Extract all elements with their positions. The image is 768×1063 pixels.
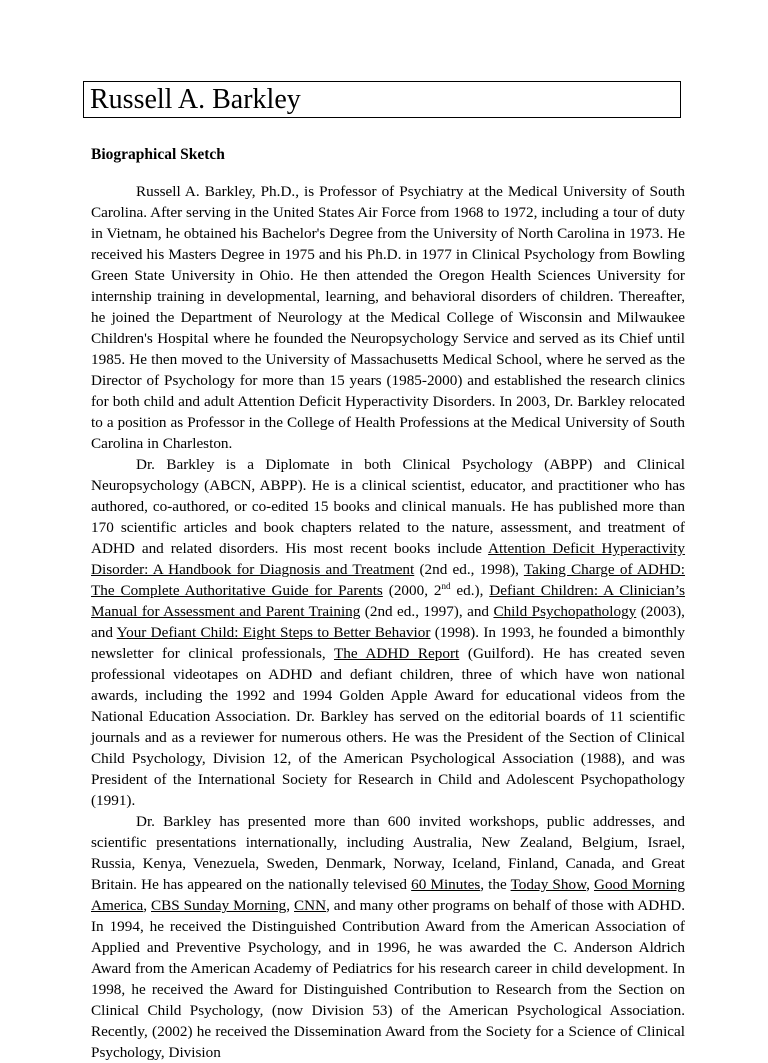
program-title: Today Show [510,876,587,893]
text-run: ed.), [450,582,490,599]
text-run: , the [480,876,511,893]
text-run: , [143,897,151,914]
text-run: , [586,876,594,893]
book-title: Taking Charge of ADHD: The Complete Authoritative Guide for Parents [91,561,685,599]
text-run: (1998). In 1993, he founded a bimonthly newsletter for clinical professionals, [91,624,685,662]
program-title: 60 Minutes [411,876,481,893]
text-run: , and many other programs on behalf of those with ADHD. In 1994, he received the Distinguished Contribution Award from the American Association of Applied and Preventive Psychology, and in 1996, he was awarded the C. Anderson Aldrich Award from the American Academy of Pediatrics for his research career in child development. In 1998, he received the Award for Distinguished Contribution to Research from the Section on Clinical Child Psychology, (now Division 53) of the American Psychological Association. Recently, (2002) he received the Dissemination Award from the Society for a Science of Clinical Psychology, Division [91,897,685,1061]
book-title: Your Defiant Child: Eight Steps to Better Behavior [116,624,431,641]
book-title: Child Psychopathology [493,603,637,620]
text-run: (2nd ed., 1997), and [360,603,494,620]
paragraph-1: Russell A. Barkley, Ph.D., is Professor of Psychiatry at the Medical University of South Carolina. After serving in the United States Air Force from 1968 to 1972, including a tour of duty in Vietnam, he obtained his Bachelor's Degree from the University of North Carolina in 1973. He received his Masters Degree in 1975 and his Ph.D. in 1977 in Clinical Psychology from Bowling Green State University in Ohio. He then attended the Oregon Health Sciences University for internship training in developmental, learning, and behavioral disorders of children. Thereafter, he joined the Department of Neurology at the Medical College of Wisconsin and Milwaukee Children's Hospital where he founded the Neuropsychology Service and served as its Chief until 1985. He then moved to the University of Massachusetts Medical School, where he served as the Director of Psychology for more than 15 years (1985-2000) and established the research clinics for both child and adult Attention Deficit Hyperactivity Disorders. In 2003, Dr. Barkley relocated to a position as Professor in the College of Health Professions at the Medical University of South Carolina in Charleston. [91,183,685,452]
superscript: nd [441,580,451,591]
page-title: Russell A. Barkley [83,81,681,118]
text-run: Dr. Barkley is a Diplomate in both Clinical Psychology (ABPP) and Clinical Neuropsychology (ABCN, ABPP). He is a clinical scientist, educator, and practitioner who has authored, co-authored, or co-edited 15 books and clinical manuals. He has published more than 170 scientific articles and book chapters related to the nature, assessment, and treatment of ADHD and related disorders. His most recent books include [91,456,685,557]
book-title: Defiant Children: A Clinician’s Manual for Assessment and Parent Training [91,582,686,620]
program-title: CBS Sunday Morning [151,897,287,914]
text-run: (Guilford). He has created seven professional videotapes on ADHD and defiant children, three of which have won national awards, including the 1992 and 1994 Golden Apple Award for educational videos from the National Education Association. Dr. Barkley has served on the editorial boards of 11 scientific journals and as a reviewer for numerous others. He was the President of the Section of Clinical Child Psychology, Division 12, of the American Psychological Association (1988), and was President of the International Society for Research in Child and Adolescent Psychopathology (1991). [91,645,686,809]
program-title: CNN [294,897,327,914]
newsletter-title: The ADHD Report [334,645,460,662]
paragraph-2 [91,454,685,811]
text-run: (2nd ed., 1998), [414,561,524,578]
book-title: Attention Deficit Hyperactivity Disorder: A Handbook for Diagnosis and Treatment [91,540,685,578]
biography-body [91,181,685,1063]
section-heading: Biographical Sketch [91,146,225,163]
text-run: (2003), and [91,603,685,641]
program-title: Good Morning America [91,876,686,914]
paragraph-3 [91,811,685,1063]
text-run: Dr. Barkley has presented more than 600 invited workshops, public addresses, and scientific presentations internationally, including Australia, New Zealand, Belgium, Israel, Russia, Kenya, Venezuela, Sweden, Denmark, Norway, Iceland, Finland, Canada, and Great Britain. He has appeared on the nationally televised [91,813,685,893]
text-run: (2000, 2 [382,582,442,599]
text-run: , [286,897,294,914]
